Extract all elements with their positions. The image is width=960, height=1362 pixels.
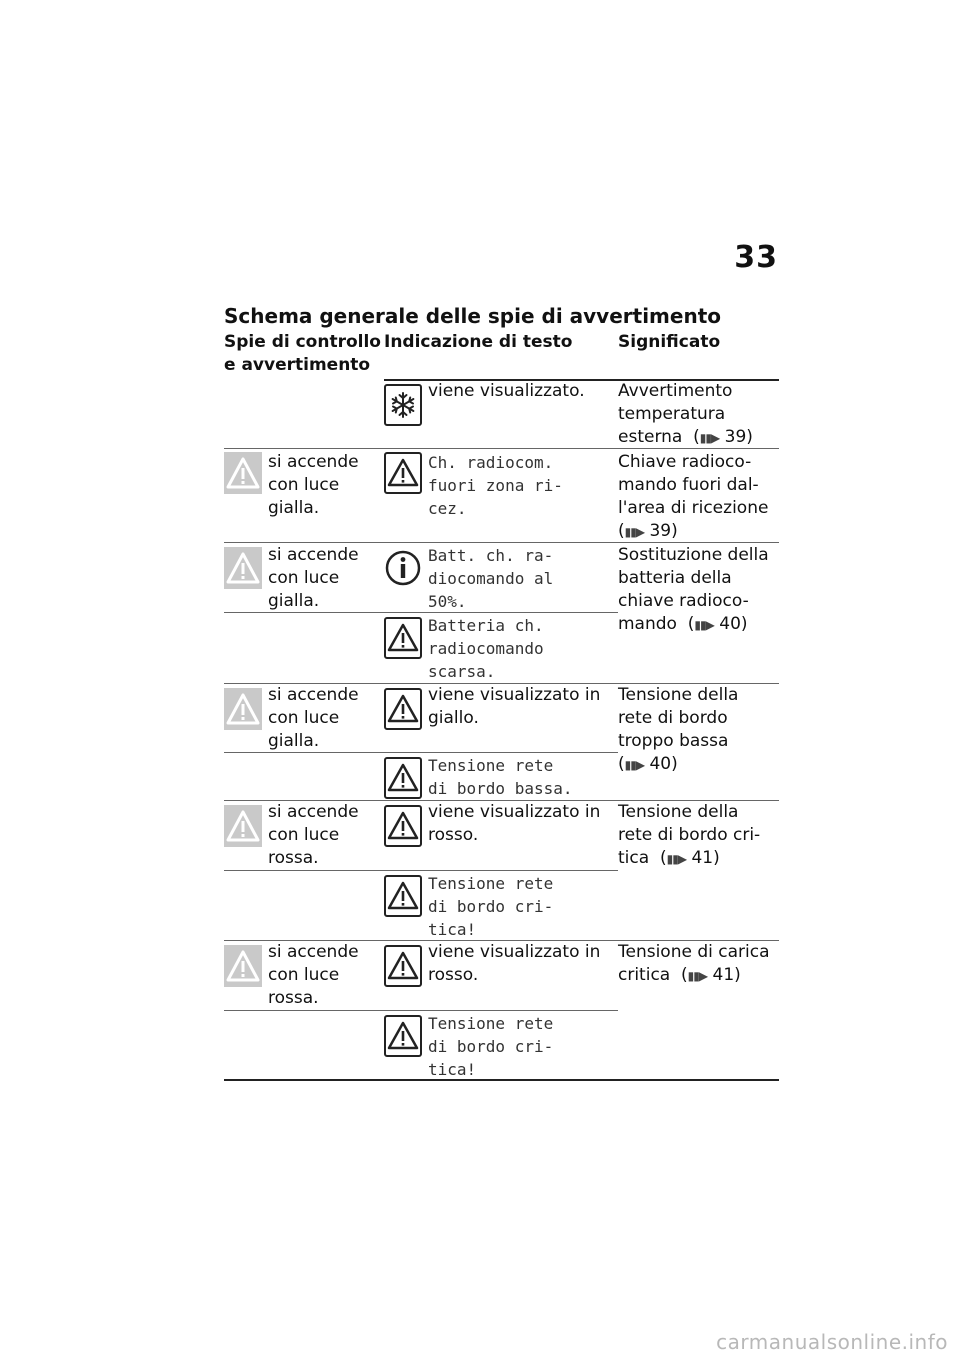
footer-watermark: carmanualsonline.info — [716, 1330, 948, 1354]
display-text: viene visualizzato in rosso. — [428, 942, 601, 985]
display-text: viene visualizzato in giallo. — [428, 685, 601, 728]
page-reference-arrow-icon: ▮▮▶ — [666, 852, 687, 866]
row-divider — [224, 1010, 618, 1011]
page-reference-arrow-icon: ▮▮▶ — [624, 758, 645, 772]
page-reference-arrow-icon: ▮▮▶ — [624, 525, 645, 539]
page-title: Schema generale delle spie di avvertimento — [224, 304, 722, 328]
meaning-text: Sostituzione della batteria della chiave radioco- mando (▮▮▶ 40) — [618, 545, 769, 634]
meaning-text: Chiave radioco- mando fuori dal- l'area di ricezione (▮▮▶ 39) — [618, 452, 769, 541]
lamp-text: si accende con luce gialla. — [268, 452, 359, 518]
warning-triangle-icon — [384, 875, 422, 917]
warning-triangle-icon — [224, 547, 262, 589]
lamp-text: si accende con luce rossa. — [268, 942, 359, 1008]
page-number: 33 — [734, 240, 778, 275]
display-text: Tensione rete di bordo cri- tica! — [428, 1014, 554, 1079]
warning-triangle-icon — [384, 1015, 422, 1057]
warning-triangle-icon — [384, 617, 422, 659]
page-reference-arrow-icon: ▮▮▶ — [694, 618, 714, 632]
warning-triangle-icon — [224, 805, 262, 847]
warning-triangle-icon — [384, 688, 422, 730]
info-icon — [384, 547, 422, 589]
warning-triangle-icon — [384, 452, 422, 494]
display-text: Batt. ch. ra- diocomando al 50%. — [428, 546, 554, 611]
header-col3: Significato — [618, 332, 721, 352]
row-divider — [224, 870, 618, 871]
display-text: Ch. radiocom. fuori zona ri- cez. — [428, 453, 563, 518]
meaning-text: Tensione della rete di bordo cri- tica (▮▮▶ 41) — [618, 802, 761, 868]
warning-triangle-icon — [384, 945, 422, 987]
page-reference-arrow-icon: ▮▮▶ — [687, 969, 708, 983]
header-col2: Indicazione di testo — [384, 332, 573, 352]
warning-triangle-icon — [224, 688, 262, 730]
display-text: viene visualizzato in rosso. — [428, 802, 601, 845]
header-col1: Spie di controllo e avvertimento — [224, 332, 381, 375]
warning-triangle-icon — [224, 452, 262, 494]
lamp-text: si accende con luce gialla. — [268, 685, 359, 751]
warning-triangle-icon — [224, 945, 262, 987]
lamp-text: si accende con luce rossa. — [268, 802, 359, 868]
display-text: viene visualizzato. — [428, 381, 585, 401]
lamp-text: si accende con luce gialla. — [268, 545, 359, 611]
display-text: Batteria ch. radiocomando scarsa. — [428, 616, 544, 681]
warning-triangle-icon — [384, 805, 422, 847]
display-text: Tensione rete di bordo bassa. — [428, 756, 573, 798]
meaning-text: Tensione della rete di bordo troppo bassa (▮▮▶ 40) — [618, 685, 739, 774]
page-reference-arrow-icon: ▮▮▶ — [699, 431, 720, 445]
meaning-text: Tensione di carica critica (▮▮▶ 41) — [618, 942, 770, 985]
warning-triangle-icon — [384, 757, 422, 799]
meaning-text: Avvertimento temperatura esterna (▮▮▶ 39) — [618, 381, 753, 447]
snowflake-icon — [384, 384, 422, 426]
display-text: Tensione rete di bordo cri- tica! — [428, 874, 554, 939]
